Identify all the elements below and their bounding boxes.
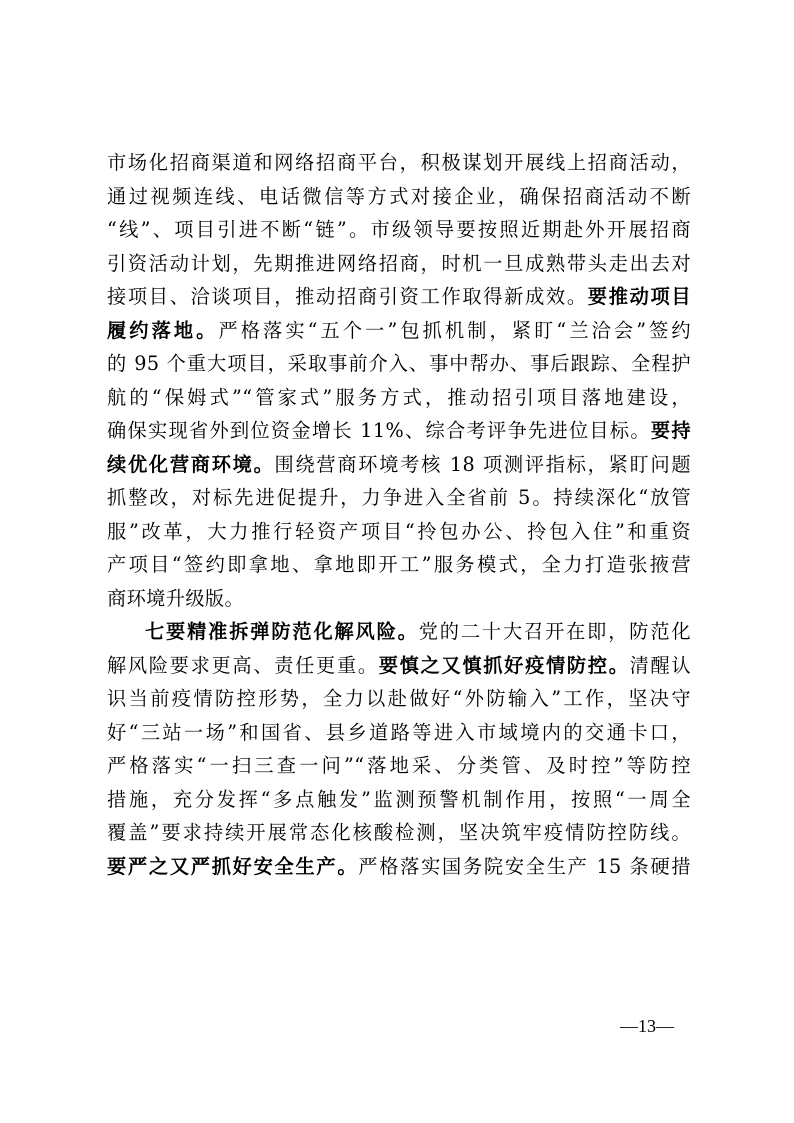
- text-line: [107, 414, 691, 448]
- body-text-run: 解风险要求更高、责任更重。: [107, 653, 379, 677]
- text-line: [107, 615, 691, 649]
- text-line: [107, 682, 691, 716]
- bold-heading-text: 要严之又严抓好安全生产。: [107, 854, 359, 878]
- bold-heading-text: 七要精准拆弹防范化解风险。: [145, 620, 419, 643]
- body-text-run: 航的“保姆式”“管家式”服务方式，推动招引项目落地建设，: [107, 385, 691, 409]
- page-number: —13—: [620, 1016, 674, 1036]
- text-line: [107, 314, 691, 348]
- body-text-run: 确保实现省外到位资金增长 11%、综合考评争先进位目标。: [107, 419, 651, 442]
- text-line: [107, 850, 691, 884]
- text-line: [107, 280, 691, 314]
- text-line: [107, 146, 691, 180]
- body-text-run: 好“三站一场”和国省、县乡道路等进入市域境内的交通卡口，: [107, 720, 691, 744]
- body-text-run: 市场化招商渠道和网络招商平台，积极谋划开展线上招商活动，: [107, 151, 691, 174]
- body-text-run: 服”改革，大力推行轻资产项目“拎包办公、拎包入住”和重资: [107, 519, 691, 543]
- body-text-run: 通过视频连线、电话微信等方式对接企业，确保招商活动不断: [107, 184, 691, 208]
- text-line: [107, 515, 691, 549]
- bold-heading-text: 要慎之又慎抓好疫情防控。: [378, 653, 630, 677]
- text-line: [107, 716, 691, 750]
- body-text-run: 商环境升级版。: [107, 586, 245, 610]
- body-text-run: 严格落实“一扫三查一问”“落地采、分类管、及时控”等防控: [107, 754, 691, 777]
- body-text-run: 严格落实“五个一”包抓机制，紧盯“兰洽会”签约: [218, 318, 691, 342]
- bold-heading-text: 续优化营商环境。: [107, 452, 275, 476]
- text-line: [107, 247, 691, 281]
- body-text-run: 党的二十大召开在即，防范化: [418, 620, 691, 643]
- text-line: [107, 548, 691, 582]
- body-text-run: 接项目、洽谈项目，推动招商引资工作取得新成效。: [107, 285, 588, 308]
- text-line: [107, 481, 691, 515]
- body-text-run: 清醒认: [629, 653, 691, 677]
- bold-heading-text: 履约落地。: [107, 318, 219, 342]
- body-text-run: 覆盖”要求持续开展常态化核酸检测，坚决筑牢疫情防控防线。: [107, 821, 691, 844]
- text-line: [107, 347, 691, 381]
- body-text-run: 识当前疫情防控形势，全力以赴做好“外防输入”工作，坚决守: [107, 687, 691, 710]
- text-line: [107, 213, 691, 247]
- text-line: [107, 816, 691, 850]
- body-text-run: 抓整改，对标先进促提升，力争进入全省前 5。持续深化“放管: [107, 486, 691, 509]
- body-text: [107, 146, 691, 883]
- text-line: [107, 582, 691, 616]
- body-text-run: “线”、项目引进不断“链”。市级领导要按照近期赴外开展招商: [107, 218, 691, 241]
- body-text-run: 措施，充分发挥“多点触发”监测预警机制作用，按照“一周全: [107, 787, 691, 811]
- text-line: [107, 783, 691, 817]
- text-line: [107, 448, 691, 482]
- body-text-run: 围绕营商环境考核 18 项测评指标，紧盯问题: [274, 452, 691, 476]
- bold-heading-text: 要持: [650, 419, 691, 442]
- text-line: [107, 649, 691, 683]
- text-line: [107, 381, 691, 415]
- body-text-run: 的 95 个重大项目，采取事前介入、事中帮办、事后跟踪、全程护: [107, 352, 691, 375]
- body-text-run: 严格落实国务院安全生产 15 条硬措: [358, 854, 691, 878]
- text-line: [107, 180, 691, 214]
- bold-heading-text: 要推动项目: [587, 285, 692, 308]
- body-text-run: 产项目“签约即拿地、拿地即开工”服务模式，全力打造张掖营: [107, 553, 691, 576]
- text-line: [107, 749, 691, 783]
- body-text-run: 引资活动计划，先期推进网络招商，时机一旦成熟带头走出去对: [107, 251, 691, 275]
